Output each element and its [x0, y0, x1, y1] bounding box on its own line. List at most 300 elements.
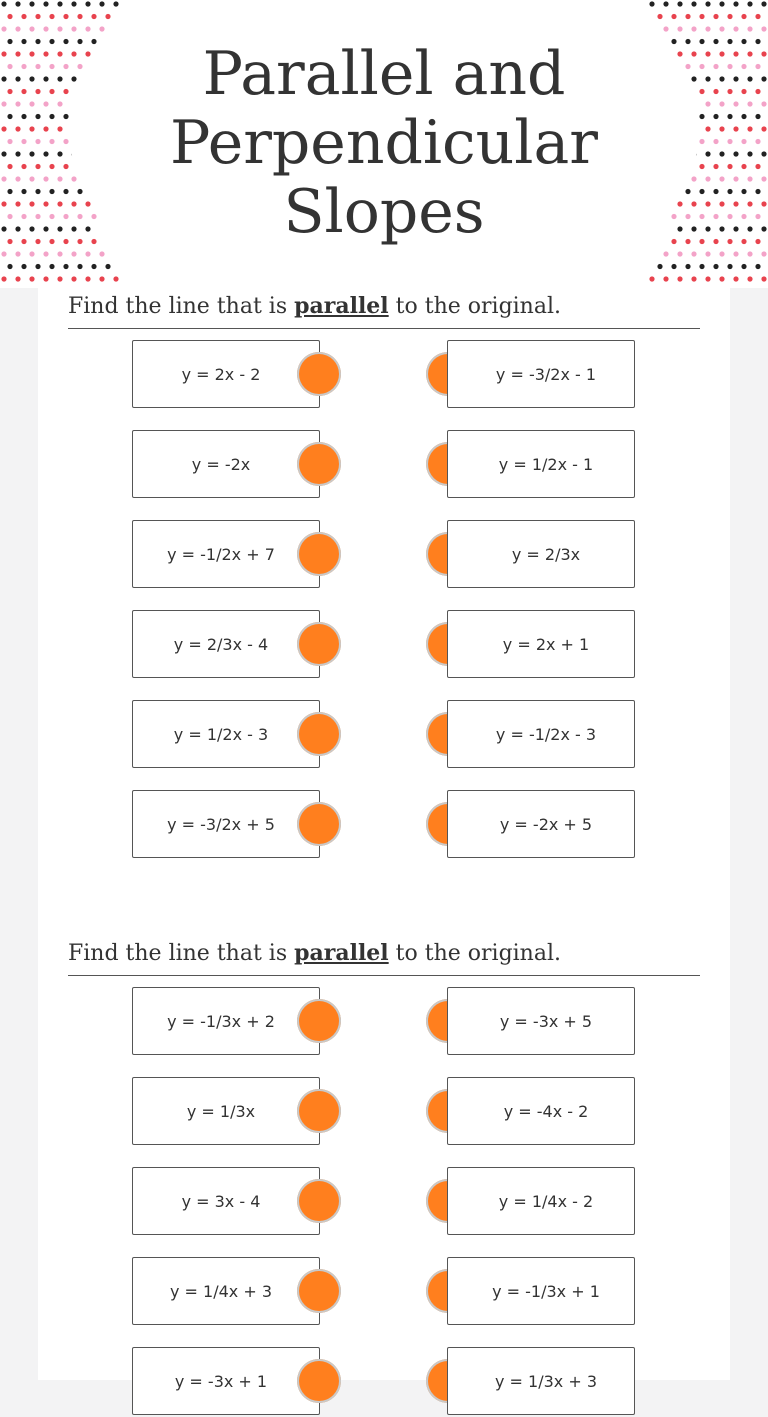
polka-dot	[105, 14, 110, 19]
polka-dot	[713, 214, 718, 219]
polka-dot	[43, 276, 48, 281]
polka-dot	[7, 239, 12, 244]
matching-section-2	[68, 935, 700, 1391]
polka-dot	[77, 189, 82, 194]
question-text: Find the line that is	[68, 294, 295, 319]
polka-dot	[49, 14, 54, 19]
polka-dot	[691, 176, 696, 181]
polka-dot	[15, 101, 20, 106]
polka-dot	[719, 1, 724, 6]
polka-dot	[29, 276, 34, 281]
polka-dot	[35, 189, 40, 194]
right-equation-card[interactable]: y = -1/2x - 3	[447, 700, 635, 768]
polka-dot	[705, 126, 710, 131]
polka-dot	[63, 189, 68, 194]
polka-dot	[71, 201, 76, 206]
polka-dot	[677, 276, 682, 281]
polka-dot	[1, 1, 6, 6]
polka-dot	[21, 264, 26, 269]
right-equation-card[interactable]: y = -2x + 5	[447, 790, 635, 858]
polka-dot	[15, 51, 20, 56]
polka-dot	[699, 64, 704, 69]
polka-dot	[677, 251, 682, 256]
polka-dot	[727, 14, 732, 19]
left-connector-dot[interactable]	[297, 1359, 341, 1403]
left-equation-card[interactable]: y = -1/2x + 7	[132, 520, 320, 588]
polka-dot	[7, 89, 12, 94]
polka-dot	[57, 51, 62, 56]
polka-dot	[747, 51, 752, 56]
matching-section-1	[68, 288, 700, 834]
polka-dot	[691, 226, 696, 231]
polka-dot	[663, 276, 668, 281]
polka-dot	[727, 239, 732, 244]
polka-dot	[755, 114, 760, 119]
polka-dot	[741, 239, 746, 244]
polka-dot	[699, 264, 704, 269]
polka-dot	[713, 14, 718, 19]
left-connector-dot[interactable]	[297, 622, 341, 666]
polka-dot	[705, 26, 710, 31]
polka-dot	[29, 126, 34, 131]
polka-dot	[705, 276, 710, 281]
polka-dot	[755, 14, 760, 19]
polka-dot	[699, 164, 704, 169]
right-equation-card[interactable]: y = -3/2x - 1	[447, 340, 635, 408]
polka-dot	[719, 76, 724, 81]
page-title: Parallel and Perpendicular Slopes	[170, 39, 598, 247]
polka-dot	[57, 26, 62, 31]
polka-dot	[43, 76, 48, 81]
polka-dot	[57, 126, 62, 131]
polka-dot	[747, 201, 752, 206]
polka-dot	[741, 189, 746, 194]
match-row	[68, 340, 700, 410]
polka-dot	[29, 1, 34, 6]
polka-dot	[747, 1, 752, 6]
polka-dot	[747, 26, 752, 31]
polka-dot	[761, 26, 766, 31]
match-row	[68, 987, 700, 1057]
polka-dot	[761, 276, 766, 281]
polka-dot	[719, 51, 724, 56]
polka-dot	[713, 39, 718, 44]
left-connector-dot[interactable]	[297, 1179, 341, 1223]
polka-dot	[7, 164, 12, 169]
polka-dot	[35, 14, 40, 19]
polka-dot	[677, 26, 682, 31]
polka-dot	[691, 276, 696, 281]
polka-dot	[49, 239, 54, 244]
polka-dot	[1, 51, 6, 56]
polka-dot	[761, 176, 766, 181]
match-row	[68, 1347, 700, 1417]
polka-dot	[719, 26, 724, 31]
worksheet-body	[38, 288, 730, 1391]
polka-dot	[727, 139, 732, 144]
polka-dot	[663, 1, 668, 6]
polka-dot	[29, 51, 34, 56]
right-equation-card[interactable]: y = 1/3x + 3	[447, 1347, 635, 1415]
polka-dot	[21, 214, 26, 219]
polka-dot	[1, 176, 6, 181]
right-equation-card[interactable]: y = -4x - 2	[447, 1077, 635, 1145]
polka-dot	[35, 89, 40, 94]
polka-dot	[727, 39, 732, 44]
polka-dot	[49, 139, 54, 144]
polka-dot	[63, 164, 68, 169]
polka-dot	[91, 264, 96, 269]
left-connector-dot[interactable]	[297, 532, 341, 576]
polka-dot	[649, 276, 654, 281]
polka-dot	[63, 39, 68, 44]
polka-dot	[49, 89, 54, 94]
polka-dot	[733, 151, 738, 156]
polka-dot	[57, 251, 62, 256]
polka-dot	[1, 276, 6, 281]
polka-dot	[7, 139, 12, 144]
polka-dot	[691, 1, 696, 6]
polka-dot	[85, 251, 90, 256]
polka-dot	[105, 264, 110, 269]
polka-dot	[741, 264, 746, 269]
polka-dot	[755, 164, 760, 169]
polka-dot	[29, 226, 34, 231]
polka-dot	[15, 251, 20, 256]
right-equation-card[interactable]: y = 2x + 1	[447, 610, 635, 678]
polka-dot	[671, 264, 676, 269]
match-row	[68, 520, 700, 590]
polka-dot	[7, 64, 12, 69]
polka-dot	[43, 51, 48, 56]
left-connector-dot[interactable]	[297, 1089, 341, 1133]
polka-dot	[15, 76, 20, 81]
polka-dot	[99, 251, 104, 256]
polka-dot	[43, 176, 48, 181]
polka-dot	[657, 14, 662, 19]
polka-dot	[699, 89, 704, 94]
left-equation-card[interactable]: y = 2x - 2	[132, 340, 320, 408]
polka-dot	[21, 14, 26, 19]
polka-dot	[727, 114, 732, 119]
polka-dot	[71, 26, 76, 31]
polka-dot	[21, 189, 26, 194]
polka-dot	[761, 201, 766, 206]
polka-dot	[699, 214, 704, 219]
left-equation-card[interactable]: y = 3x - 4	[132, 1167, 320, 1235]
polka-dot	[43, 251, 48, 256]
polka-dot	[15, 226, 20, 231]
polka-dot	[719, 276, 724, 281]
polka-dot	[63, 89, 68, 94]
polka-dot	[699, 114, 704, 119]
polka-dot	[733, 26, 738, 31]
polka-dot	[63, 214, 68, 219]
polka-dot	[15, 1, 20, 6]
polka-dot	[1, 251, 6, 256]
left-equation-card[interactable]: y = 2/3x - 4	[132, 610, 320, 678]
polka-dot	[719, 151, 724, 156]
polka-dot	[699, 14, 704, 19]
polka-dot	[719, 201, 724, 206]
polka-dot	[741, 64, 746, 69]
polka-dot	[49, 164, 54, 169]
question-text-end: to the original.	[388, 941, 561, 966]
polka-dot	[57, 201, 62, 206]
polka-dot	[1, 26, 6, 31]
left-connector-dot[interactable]	[297, 802, 341, 846]
polka-dot	[1, 226, 6, 231]
polka-dot	[7, 114, 12, 119]
polka-dot	[741, 39, 746, 44]
polka-dot	[713, 114, 718, 119]
polka-dot	[63, 239, 68, 244]
left-connector-dot[interactable]	[297, 352, 341, 396]
polka-dot	[63, 114, 68, 119]
polka-dot	[43, 101, 48, 106]
polka-dot	[733, 201, 738, 206]
polka-dot	[29, 101, 34, 106]
polka-dot	[755, 264, 760, 269]
polka-dot	[85, 276, 90, 281]
right-equation-card[interactable]: y = 1/2x - 1	[447, 430, 635, 498]
polka-dot	[705, 1, 710, 6]
polka-dot	[43, 26, 48, 31]
polka-dot	[7, 189, 12, 194]
polka-dot	[43, 226, 48, 231]
polka-dot	[49, 264, 54, 269]
polka-dot	[747, 276, 752, 281]
polka-dot	[677, 1, 682, 6]
polka-dot	[21, 239, 26, 244]
polka-dot	[727, 164, 732, 169]
polka-dot	[15, 26, 20, 31]
polka-dot	[1, 76, 6, 81]
right-equation-card[interactable]: y = -3x + 5	[447, 987, 635, 1055]
polka-dot	[7, 14, 12, 19]
polka-dot	[1, 126, 6, 131]
left-equation-card[interactable]: y = -3x + 1	[132, 1347, 320, 1415]
polka-dot	[35, 164, 40, 169]
polka-dot	[713, 164, 718, 169]
polka-dot	[57, 276, 62, 281]
polka-dot	[21, 114, 26, 119]
polka-dot	[713, 139, 718, 144]
right-equation-card[interactable]: y = 1/4x - 2	[447, 1167, 635, 1235]
polka-dot	[77, 214, 82, 219]
polka-dot	[77, 14, 82, 19]
polka-dot	[71, 51, 76, 56]
polka-dot	[71, 226, 76, 231]
polka-dot	[35, 114, 40, 119]
polka-dot	[741, 89, 746, 94]
polka-dot	[705, 76, 710, 81]
polka-dot	[15, 276, 20, 281]
polka-dot	[57, 226, 62, 231]
match-row	[68, 700, 700, 770]
polka-dot	[755, 239, 760, 244]
polka-dot	[49, 64, 54, 69]
right-equation-card[interactable]: y = -1/3x + 1	[447, 1257, 635, 1325]
polka-dot	[741, 14, 746, 19]
polka-dot	[713, 189, 718, 194]
left-equation-card[interactable]: y = -2x	[132, 430, 320, 498]
question-keyword: parallel	[294, 940, 389, 966]
match-row	[68, 430, 700, 500]
polka-dot	[657, 264, 662, 269]
polka-dot	[755, 64, 760, 69]
polka-dot	[113, 1, 118, 6]
polka-dot	[57, 101, 62, 106]
polka-dot	[705, 151, 710, 156]
polka-dot	[699, 139, 704, 144]
polka-dot	[705, 176, 710, 181]
polka-dot	[57, 76, 62, 81]
polka-dot	[49, 39, 54, 44]
polka-dot	[713, 64, 718, 69]
polka-dot	[29, 176, 34, 181]
polka-dot	[99, 26, 104, 31]
polka-dot	[733, 76, 738, 81]
left-equation-card[interactable]: y = 1/3x	[132, 1077, 320, 1145]
question-heading	[68, 288, 700, 329]
polka-dot	[43, 151, 48, 156]
question-text-end: to the original.	[388, 294, 561, 319]
polka-dot	[761, 51, 766, 56]
polka-dot	[15, 176, 20, 181]
polka-dot	[43, 126, 48, 131]
match-row	[68, 610, 700, 680]
polka-dot	[685, 14, 690, 19]
polka-dot	[21, 164, 26, 169]
match-row	[68, 1257, 700, 1327]
polka-dot	[741, 139, 746, 144]
polka-dot	[113, 276, 118, 281]
polka-dot	[691, 51, 696, 56]
polka-dot	[35, 64, 40, 69]
polka-dot	[713, 89, 718, 94]
polka-dot	[91, 14, 96, 19]
polka-dot	[747, 151, 752, 156]
polka-dot	[29, 26, 34, 31]
polka-dot	[29, 76, 34, 81]
polka-dot	[733, 126, 738, 131]
polka-dot	[713, 239, 718, 244]
polka-dot	[691, 251, 696, 256]
polka-dot	[49, 214, 54, 219]
polka-dot	[761, 251, 766, 256]
polka-dot	[63, 64, 68, 69]
polka-dot	[719, 126, 724, 131]
polka-dot	[733, 226, 738, 231]
polka-dot	[755, 89, 760, 94]
question-text: Find the line that is	[68, 941, 295, 966]
left-connector-dot[interactable]	[297, 999, 341, 1043]
polka-dot	[63, 14, 68, 19]
polka-dot	[727, 264, 732, 269]
polka-dot	[755, 39, 760, 44]
polka-dot	[663, 251, 668, 256]
polka-dot	[747, 126, 752, 131]
polka-dot	[733, 176, 738, 181]
polka-dot	[49, 114, 54, 119]
polka-dot	[7, 214, 12, 219]
polka-dot	[21, 64, 26, 69]
polka-dot	[727, 64, 732, 69]
polka-dot	[727, 89, 732, 94]
polka-dot	[99, 1, 104, 6]
polka-dot	[761, 101, 766, 106]
polka-dot	[29, 251, 34, 256]
polka-dot	[761, 1, 766, 6]
polka-dot	[741, 114, 746, 119]
left-connector-dot[interactable]	[297, 1269, 341, 1313]
polka-dot	[733, 51, 738, 56]
polka-dot	[761, 76, 766, 81]
polka-dot	[733, 1, 738, 6]
polka-dot	[685, 264, 690, 269]
polka-dot	[699, 39, 704, 44]
polka-dot	[705, 101, 710, 106]
polka-dot	[57, 151, 62, 156]
polka-dot	[71, 1, 76, 6]
polka-dot	[755, 189, 760, 194]
polka-dot	[699, 239, 704, 244]
polka-dot	[699, 189, 704, 194]
polka-dot	[685, 214, 690, 219]
polka-dot	[671, 14, 676, 19]
polka-dot	[691, 26, 696, 31]
polka-dot	[741, 164, 746, 169]
match-row	[68, 790, 700, 860]
polka-dot	[747, 176, 752, 181]
polka-dot	[705, 251, 710, 256]
polka-dot	[741, 214, 746, 219]
polka-dot	[21, 89, 26, 94]
polka-dot	[727, 214, 732, 219]
polka-dot	[1, 151, 6, 156]
polka-dot	[29, 151, 34, 156]
polka-dot	[747, 251, 752, 256]
left-equation-card[interactable]: y = 1/2x - 3	[132, 700, 320, 768]
left-equation-card[interactable]: y = 1/4x + 3	[132, 1257, 320, 1325]
left-equation-card[interactable]: y = -3/2x + 5	[132, 790, 320, 858]
polka-dot	[77, 264, 82, 269]
polka-dot	[71, 251, 76, 256]
match-row	[68, 1167, 700, 1237]
polka-dot	[747, 226, 752, 231]
right-equation-card[interactable]: y = 2/3x	[447, 520, 635, 588]
left-connector-dot[interactable]	[297, 712, 341, 756]
left-equation-card[interactable]: y = -1/3x + 2	[132, 987, 320, 1055]
polka-dot	[663, 26, 668, 31]
polka-dot	[719, 251, 724, 256]
polka-dot	[57, 176, 62, 181]
polka-dot	[719, 101, 724, 106]
polka-dot	[713, 264, 718, 269]
polka-dot	[7, 264, 12, 269]
polka-dot	[755, 139, 760, 144]
polka-dot	[685, 239, 690, 244]
polka-dot	[21, 139, 26, 144]
polka-dot	[35, 139, 40, 144]
worksheet-header	[0, 0, 768, 288]
polka-dot	[761, 151, 766, 156]
polka-dot	[29, 201, 34, 206]
left-connector-dot[interactable]	[297, 442, 341, 486]
question-keyword: parallel	[294, 293, 389, 319]
polka-dot	[63, 139, 68, 144]
